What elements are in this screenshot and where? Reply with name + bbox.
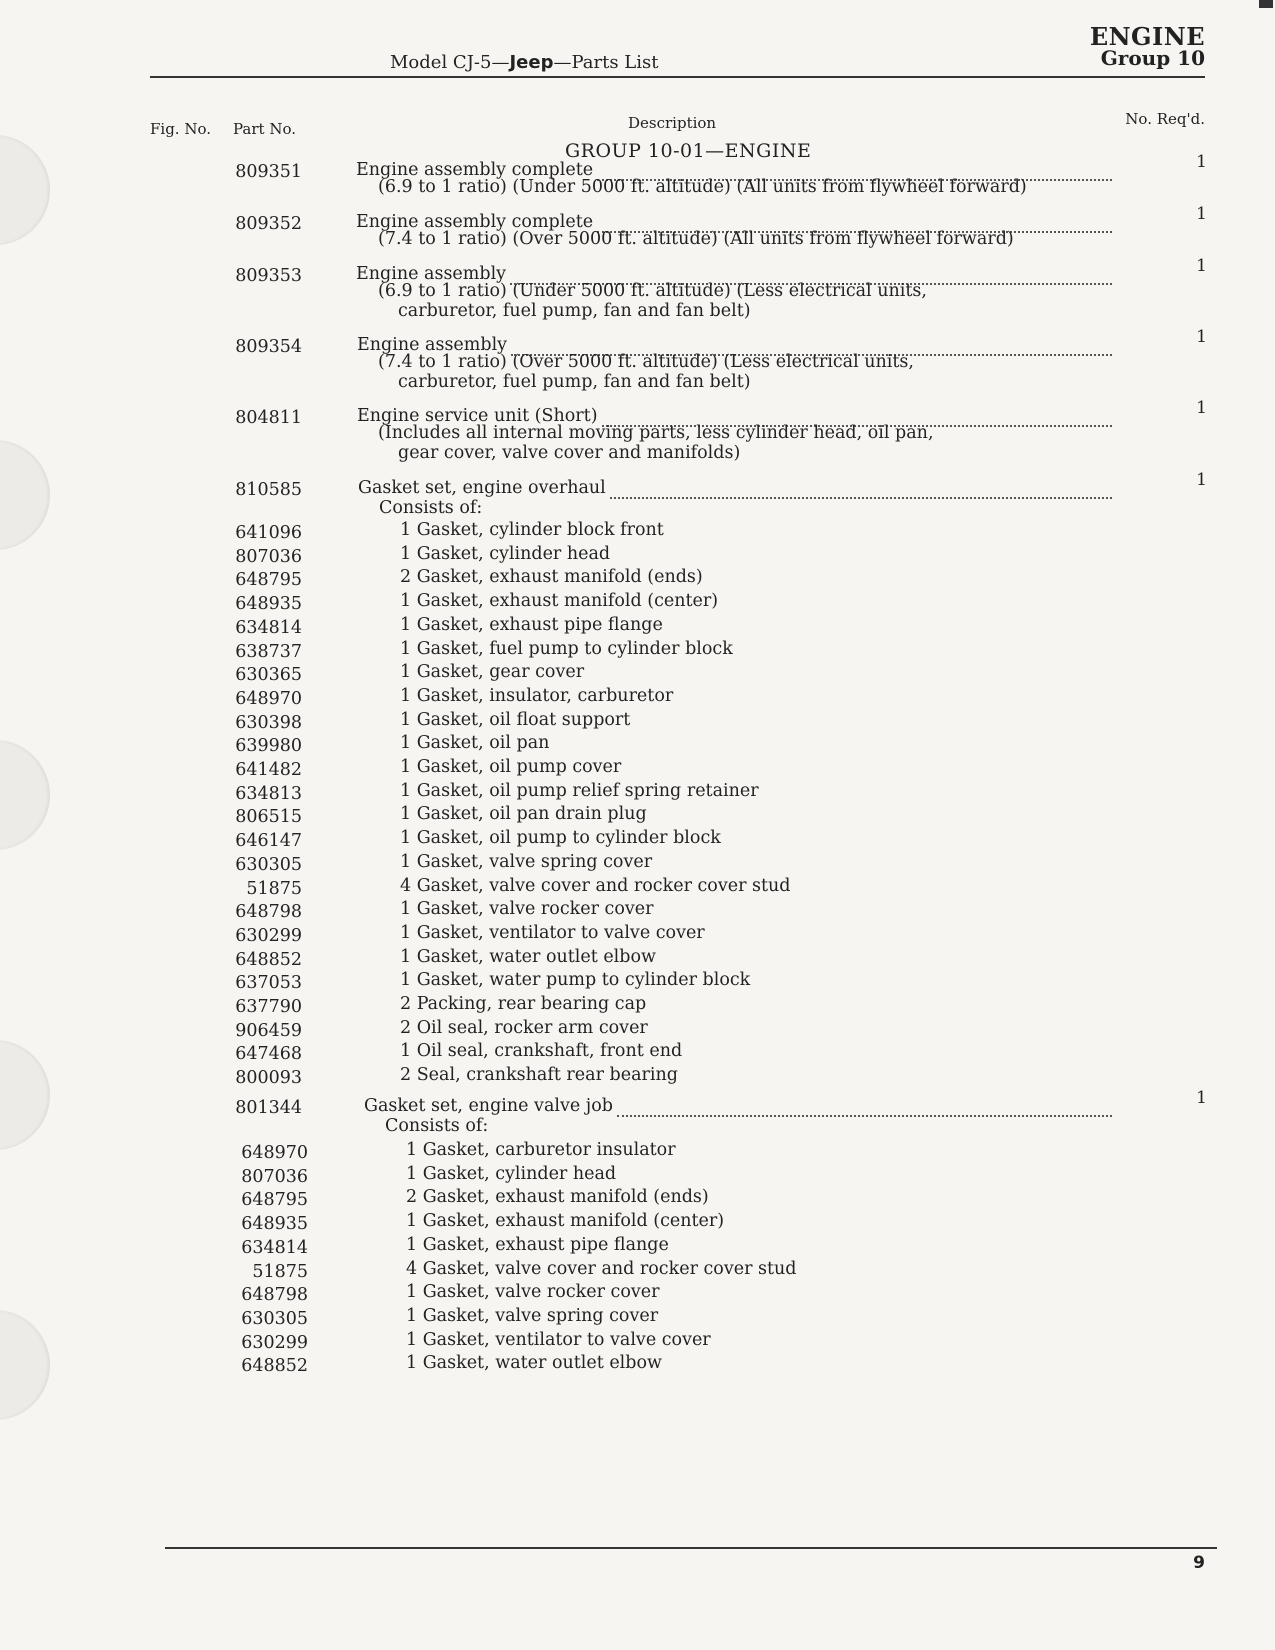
- kit-item: 2 Seal, crankshaft rear bearing: [400, 1065, 678, 1086]
- qty-required: 1: [1196, 327, 1207, 347]
- part-number: 809354: [235, 337, 302, 357]
- part-description: Engine assembly: [356, 264, 507, 284]
- binder-hole: [0, 440, 50, 550]
- part-number: 630299: [235, 925, 302, 946]
- column-header-description: Description: [628, 114, 717, 132]
- qty-required: 1: [1196, 398, 1207, 418]
- part-number: 630398: [235, 712, 302, 733]
- kit-item: 1 Gasket, gear cover: [400, 662, 585, 683]
- part-number: 648795: [235, 570, 302, 591]
- model-header: [390, 52, 658, 73]
- binder-hole: [0, 1310, 50, 1420]
- part-description: Gasket set, engine overhaul: [358, 478, 606, 498]
- kit-item: 1 Oil seal, crankshaft, front end: [400, 1041, 683, 1062]
- qty-required: 1: [1196, 204, 1207, 224]
- part-note: gear cover, valve cover and manifolds): [398, 443, 741, 463]
- part-note: (7.4 to 1 ratio) (Over 5000 ft. altitude) (All units from flywheel forward): [378, 229, 1014, 249]
- kit-item: 1 Gasket, oil pump relief spring retainer: [400, 780, 759, 801]
- edge-mark: [1259, 0, 1273, 8]
- part-number: 634814: [235, 617, 302, 638]
- kit-item: 2 Gasket, exhaust manifold (ends): [400, 567, 703, 588]
- part-number: 809351: [235, 162, 302, 182]
- part-description: Engine service unit (Short): [357, 406, 598, 426]
- part-number: 634814: [241, 1237, 308, 1258]
- kit-item: 1 Gasket, oil pan drain plug: [400, 804, 647, 825]
- model-prefix: Model CJ-5—: [390, 52, 510, 73]
- part-number: 800093: [235, 1068, 302, 1089]
- kit-item: 1 Gasket, oil float support: [400, 709, 631, 730]
- part-number: 51875: [252, 1261, 308, 1282]
- part-description: Gasket set, engine valve job: [364, 1096, 613, 1116]
- part-note: (6.9 to 1 ratio) (Under 5000 ft. altitude) (All units from flywheel forward): [378, 177, 1027, 197]
- part-number: 809352: [235, 214, 302, 234]
- part-number: 637790: [235, 997, 302, 1017]
- part-number: 807036: [241, 1166, 308, 1187]
- kit-item: 1 Gasket, exhaust pipe flange: [400, 614, 663, 635]
- part-number: 648798: [235, 902, 302, 923]
- kit-item: 1 Gasket, insulator, carburetor: [400, 685, 674, 706]
- part-number: 634813: [235, 783, 302, 804]
- kit-item: 4 Gasket, valve cover and rocker cover stud: [400, 875, 791, 896]
- part-number: 648852: [241, 1356, 308, 1377]
- part-number: 641096: [235, 523, 302, 543]
- part-number: 638737: [235, 641, 302, 662]
- part-number: 646147: [235, 831, 302, 852]
- part-number: 648970: [235, 688, 302, 709]
- kit-item: 1 Gasket, fuel pump to cylinder block: [400, 638, 733, 659]
- part-number: 648798: [241, 1285, 308, 1306]
- section-title: GROUP 10-01—ENGINE: [565, 140, 812, 162]
- part-number: 630365: [235, 665, 302, 686]
- kit-item: 1 Gasket, valve spring cover: [406, 1305, 659, 1326]
- part-number: 906459: [235, 1020, 302, 1041]
- kit-item: 1 Gasket, exhaust manifold (center): [406, 1211, 725, 1232]
- part-number: 804811: [235, 408, 302, 428]
- dot-leader: [617, 1115, 1112, 1117]
- part-note: (6.9 to 1 ratio) (Under 5000 ft. altitude) (Less electrical units,: [378, 281, 927, 301]
- part-description: Engine assembly: [357, 335, 508, 355]
- model-brand: Jeep: [509, 52, 554, 73]
- kit-item: 2 Oil seal, rocker arm cover: [400, 1017, 648, 1038]
- group-title: ENGINE: [1089, 22, 1205, 51]
- part-number: 647468: [235, 1044, 302, 1065]
- binder-hole: [0, 740, 50, 850]
- part-number: 648852: [235, 949, 302, 970]
- part-number: 630299: [241, 1332, 308, 1353]
- column-header-fig-no: Fig. No.: [150, 120, 212, 138]
- part-note: carburetor, fuel pump, fan and fan belt): [398, 301, 751, 321]
- column-header-qty: No. Req'd.: [1125, 110, 1205, 128]
- binder-hole: [0, 135, 50, 245]
- kit-item: 2 Packing, rear bearing cap: [400, 994, 647, 1014]
- part-number: 810585: [235, 480, 302, 500]
- part-note: carburetor, fuel pump, fan and fan belt): [398, 372, 751, 392]
- group-number: Group 10: [1100, 46, 1205, 70]
- part-number: 806515: [235, 807, 302, 828]
- kit-item: 1 Gasket, water outlet elbow: [400, 946, 656, 967]
- kit-item: 1 Gasket, water pump to cylinder block: [400, 970, 751, 991]
- part-number: 648795: [241, 1190, 308, 1211]
- kit-item: 1 Gasket, oil pump cover: [400, 757, 622, 777]
- kit-item: 1 Gasket, valve rocker cover: [406, 1282, 660, 1303]
- header-rule: [150, 76, 1205, 78]
- kit-item: 1 Gasket, water outlet elbow: [406, 1353, 662, 1374]
- binder-hole: [0, 1040, 50, 1150]
- kit-item: 1 Gasket, oil pan: [400, 733, 550, 754]
- kit-item: 2 Gasket, exhaust manifold (ends): [406, 1187, 709, 1208]
- part-number: 639980: [235, 736, 302, 757]
- part-note: (Includes all internal moving parts, less cylinder head, oil pan,: [378, 423, 934, 443]
- part-number: 809353: [235, 266, 302, 286]
- qty-required: 1: [1196, 470, 1207, 490]
- kit-item: 1 Gasket, oil pump to cylinder block: [400, 828, 721, 849]
- kit-item: 1 Gasket, exhaust pipe flange: [406, 1234, 669, 1255]
- kit-item: 1 Gasket, ventilator to valve cover: [406, 1329, 711, 1350]
- model-suffix: —Parts List: [553, 52, 659, 73]
- kit-item: 4 Gasket, valve cover and rocker cover stud: [406, 1258, 797, 1279]
- part-number: 630305: [241, 1308, 308, 1329]
- footer-rule: [165, 1547, 1217, 1549]
- kit-item: 1 Gasket, carburetor insulator: [406, 1140, 676, 1160]
- part-description: Engine assembly complete: [356, 212, 594, 232]
- part-number: 807036: [235, 546, 302, 567]
- kit-item: 1 Gasket, valve rocker cover: [400, 899, 654, 920]
- column-header-part-no: Part No.: [233, 120, 296, 138]
- kit-item: 1 Gasket, valve spring cover: [400, 851, 653, 872]
- part-number: 801344: [235, 1098, 302, 1118]
- part-number: 641482: [235, 760, 302, 780]
- qty-required: 1: [1196, 256, 1207, 276]
- kit-item: 1 Gasket, cylinder head: [406, 1163, 617, 1184]
- consists-of-label: Consists of:: [385, 1116, 489, 1136]
- kit-item: 1 Gasket, ventilator to valve cover: [400, 922, 705, 943]
- part-number: 51875: [246, 878, 302, 899]
- part-description: Engine assembly complete: [356, 160, 594, 180]
- part-number: 630305: [235, 854, 302, 875]
- part-number: 648935: [241, 1214, 308, 1235]
- dot-leader: [610, 497, 1112, 499]
- kit-item: 1 Gasket, cylinder head: [400, 543, 611, 564]
- kit-item: 1 Gasket, cylinder block front: [400, 520, 664, 540]
- part-number: 637053: [235, 973, 302, 994]
- qty-required: 1: [1196, 152, 1207, 172]
- part-number: 648970: [241, 1143, 308, 1163]
- consists-of-label: Consists of:: [379, 498, 483, 518]
- part-note: (7.4 to 1 ratio) (Over 5000 ft. altitude) (Less electrical units,: [378, 352, 914, 372]
- page-number: 9: [1193, 1553, 1205, 1573]
- part-number: 648935: [235, 594, 302, 615]
- kit-item: 1 Gasket, exhaust manifold (center): [400, 591, 719, 612]
- qty-required: 1: [1196, 1088, 1207, 1108]
